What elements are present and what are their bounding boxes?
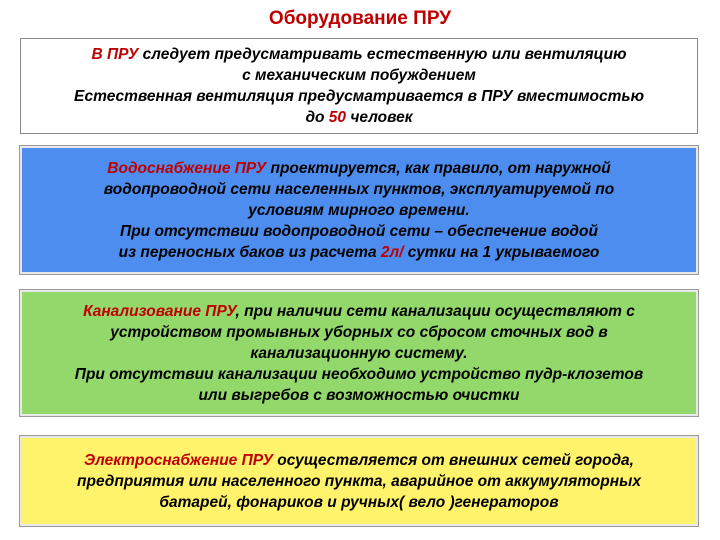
sewer-line-3: канализационную систему.	[250, 344, 468, 362]
sewer-text-1: , при наличии сети канализации осуществляют с	[235, 302, 635, 320]
water-supply-box	[20, 146, 698, 274]
water-supply-term: Водоснабжение ПРУ	[107, 159, 267, 177]
power-line-2: предприятия или населенного пункта, аварийное от аккумуляторных	[77, 472, 641, 490]
power-supply-box	[20, 436, 698, 526]
ventilation-line-4	[21, 107, 697, 128]
power-line-1	[22, 450, 696, 471]
ventilation-line-2: с механическим побуждением	[242, 67, 476, 84]
water-line-1	[22, 158, 696, 179]
water-rate: 2л/	[380, 243, 404, 261]
water-line-3: условиям мирного времени.	[248, 201, 470, 219]
page-title: Оборудование ПРУ	[268, 8, 452, 29]
pru-term: В ПРУ	[91, 46, 139, 63]
power-text-1: осуществляется от внешних сетей города,	[272, 451, 634, 469]
water-text-5c: сутки на 1 укрываемого	[403, 243, 600, 261]
ventilation-text-1: следует предусматривать естественную или вентиляцию	[138, 46, 627, 63]
water-line-5	[22, 242, 696, 263]
ventilation-line-1	[21, 44, 697, 65]
power-supply-term: Электроснабжение ПРУ	[84, 451, 273, 469]
sewer-line-4: При отсутствии канализации необходимо устройство пудр-клозетов	[74, 365, 644, 383]
capacity-number: 50	[328, 109, 347, 126]
water-line-2: водопроводной сети населенных пунктов, эксплуатируемой по	[103, 180, 615, 198]
ventilation-box	[20, 38, 698, 134]
sewerage-box	[20, 290, 698, 416]
ventilation-text-4a: до	[305, 109, 329, 126]
power-line-3: батарей, фонариков и ручных( вело )генераторов	[159, 493, 559, 511]
sewer-line-1	[22, 301, 696, 322]
sewer-line-5: или выгребов с возможностью очистки	[198, 386, 520, 404]
sewer-line-2: устройством промывных уборных со сбросом сточных вод в	[110, 323, 608, 341]
water-text-5a: из переносных баков из расчета	[118, 243, 381, 261]
sewerage-term: Канализование ПРУ	[83, 302, 236, 320]
ventilation-line-3: Естественная вентиляция предусматривается в ПРУ вместимостью	[73, 88, 645, 105]
water-line-4: При отсутствии водопроводной сети – обеспечение водой	[120, 222, 598, 240]
ventilation-text-4c: человек	[346, 109, 413, 126]
water-text-1: проектируется, как правило, от наружной	[266, 159, 611, 177]
